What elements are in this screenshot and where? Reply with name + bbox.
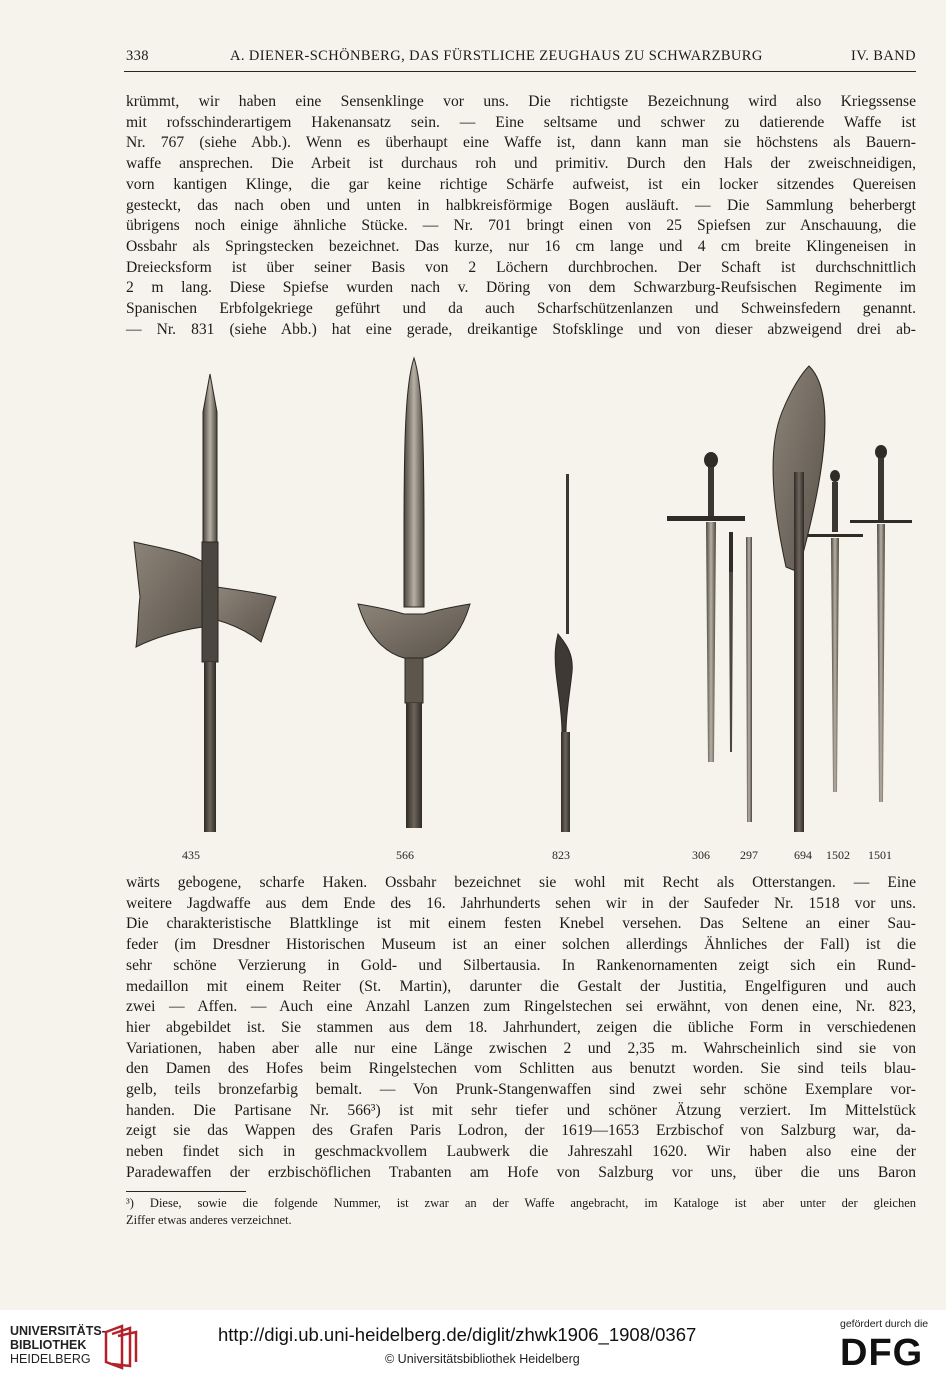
text-line: medaillon mit einem Reiter (St. Martin), darunter die Gestalt der Justitia, Engelfiguren und auch bbox=[126, 977, 916, 995]
footnote-line: Ziffer etwas anderes verzeichnet. bbox=[126, 1213, 292, 1227]
text-line: Ossbahr als Springstecken bezeichnet. Das kurze, nur 16 cm lange und 4 cm breite Klingeneisen in bbox=[126, 237, 916, 255]
text-line: krümmt, wir haben eine Sensenklinge vor uns. Die richtigste Bezeichnung wird also Kriegssense bbox=[126, 93, 916, 110]
text-line: Die charakteristische Blattklinge ist mit einem festen Knebel versehen. Das Seltene an einer Sau- bbox=[126, 915, 916, 933]
text-line: zeigt sie das Wappen des Grafen Paris Lodron, der 1619—1653 Erzbischof von Salzburg war, da- bbox=[126, 1122, 916, 1140]
figure-label: 1501 bbox=[868, 848, 892, 862]
text-line: Dreiecksform ist über seiner Basis von 2 Löchern durchbrochen. Der Schaft ist durchschnittlich bbox=[126, 258, 916, 276]
figure-label: 297 bbox=[740, 848, 758, 862]
text-line: — Nr. 831 (siehe Abb.) hat eine gerade, dreikantige Stofsklinge und von dieser abzweigend drei ab- bbox=[126, 320, 916, 338]
text-line: neben findet sich in geschmackvollem Laubwerk die Jahreszahl 1620. Wir haben also eine der bbox=[126, 1143, 916, 1161]
funder-logo bbox=[840, 1318, 936, 1374]
figure-label: 694 bbox=[794, 848, 812, 862]
text-line: hier abgebildet ist. Sie stammen aus dem 18. Jahrhundert, zeigen die übliche Form in verschiedenen bbox=[126, 1018, 916, 1036]
paragraph-top bbox=[126, 92, 916, 340]
library-line: BIBLIOTHEK bbox=[10, 1338, 87, 1352]
text-line: weitere Jagdwaffe aus dem Ende des 16. Jahrhunderts sehen wir in der Saufeder Nr. 1518 vor uns. bbox=[126, 894, 916, 912]
text-line: den Damen des Hofes beim Ringelstechen vom Schlitten aus benutzt worden. Sie sind teils blau- bbox=[126, 1060, 916, 1078]
text-line: Spanischen Erbfolgekriege geführt und da auch Scharfschützenlanzen und Schweinsfedern genannt. bbox=[126, 300, 916, 318]
text-line: handen. Die Partisane Nr. 566³) ist mit sehr tiefer und schöner Ätzung verziert. Im Mittelstück bbox=[126, 1101, 916, 1119]
text-line: Variationen, haben aber alle nur eine Länge zwischen 2 und 2,35 m. Wahrscheinlich sind sie von bbox=[126, 1039, 916, 1057]
weapon-war-scythe bbox=[773, 366, 825, 832]
digitization-footer bbox=[0, 1310, 946, 1378]
figure-label: 566 bbox=[396, 848, 414, 862]
text-line: mit rofsschinderartigem Hakenansatz sein. — Eine seltsame und schwer zu datierende Waffe ist bbox=[126, 113, 916, 131]
library-line: UNIVERSITÄTS- bbox=[10, 1324, 106, 1338]
footnote-line: ³) Diese, sowie die folgende Nummer, ist zwar an der Waffe angebracht, im Kataloge ist aber unter der gleichen bbox=[126, 1196, 916, 1210]
library-logo bbox=[10, 1324, 210, 1370]
text-line: gesteckt, das nach oben und unten in halbkreisförmige Bogen ausläuft. — Die Sammlung beherbergt bbox=[126, 196, 916, 214]
figure-label: 435 bbox=[182, 848, 200, 862]
text-line: gelb, teils bronzefarbig bemalt. — Von Prunk-Stangenwaffen sind zwei sehr schöne Exemplare vor- bbox=[126, 1081, 916, 1099]
weapons-illustration bbox=[126, 352, 916, 872]
figure-label: 823 bbox=[552, 848, 570, 862]
weapon-566-partisan bbox=[358, 358, 470, 828]
footnote bbox=[126, 1195, 916, 1229]
weapon-306-sword bbox=[667, 452, 745, 762]
header-rule bbox=[124, 71, 916, 72]
text-line: 2 m lang. Diese Spiefse wurden nach v. Döring von dem Schwarzburg-Reufsischen Regimente im bbox=[126, 279, 916, 297]
funder-note: gefördert durch die bbox=[840, 1318, 929, 1330]
paragraph-bottom bbox=[126, 873, 916, 1184]
running-title: A. DIENER-SCHÖNBERG, DAS FÜRSTLICHE ZEUGHAUS ZU SCHWARZBURG bbox=[230, 48, 763, 64]
funder-name: DFG bbox=[840, 1332, 924, 1374]
text-line: feder (im Dresdner Historischen Museum ist an einer solchen allerdings Ähnliches der Fall) ist die bbox=[126, 936, 916, 954]
source-link[interactable]: http://digi.ub.uni-heidelberg.de/diglit/zhwk1906_1908/0367 bbox=[218, 1324, 697, 1345]
weapon-1502-sword bbox=[807, 470, 863, 792]
page-number: 338 bbox=[126, 48, 149, 64]
text-line: Paradewaffen der erzbischöflichen Trabanten am Hofe von Salzburg vor uns, über die uns Baron bbox=[126, 1163, 916, 1181]
running-head bbox=[126, 48, 916, 70]
text-line: vorn kantigen Klinge, die gar keine richtige Schärfe aufweist, ist ein locker sitzendes Quereisen bbox=[126, 175, 916, 193]
weapon-823-lance bbox=[555, 474, 572, 832]
text-line: waffe ansprechen. Die Arbeit ist durchaus roh und primitiv. Durch den Hals der zweischneidigen, bbox=[126, 155, 916, 173]
text-line: zwei — Affen. — Auch eine Anzahl Lanzen zum Ringelstechen sei erwähnt, von denen eine, Nr. 823, bbox=[126, 998, 916, 1016]
weapons-figure bbox=[126, 352, 916, 872]
weapon-1501-sword bbox=[850, 445, 912, 802]
figure-label: 306 bbox=[692, 848, 710, 862]
volume-label: IV. BAND bbox=[851, 48, 916, 64]
text-line: Nr. 767 (siehe Abb.). Wenn es überhaupt eine Waffe ist, dann kann man sie höchstens als Bauern- bbox=[126, 134, 916, 152]
weapon-435-halberd bbox=[134, 374, 276, 832]
weapon-694-blade bbox=[746, 537, 752, 822]
text-line: sehr schöne Verzierung in Gold- und Silbertausia. In Rankenornamenten zeigt sich ein Rund- bbox=[126, 956, 916, 974]
library-line: HEIDELBERG bbox=[10, 1352, 91, 1366]
figure-label: 1502 bbox=[826, 848, 850, 862]
footnote-rule bbox=[126, 1191, 246, 1192]
text-line: übrigens noch einige ähnliche Stücke. — Nr. 701 bringt einen von 25 Spiefsen zur Anschauung, die bbox=[126, 217, 916, 235]
text-line: wärts gebogene, scharfe Haken. Ossbahr bezeichnet sie wohl mit Recht als Otterstangen. — Eine bbox=[126, 874, 916, 891]
copyright-text: © Universitätsbibliothek Heidelberg bbox=[385, 1352, 580, 1366]
library-emblem-icon bbox=[100, 1322, 140, 1372]
library-name bbox=[10, 1324, 106, 1366]
weapon-297-rapier bbox=[729, 532, 733, 752]
